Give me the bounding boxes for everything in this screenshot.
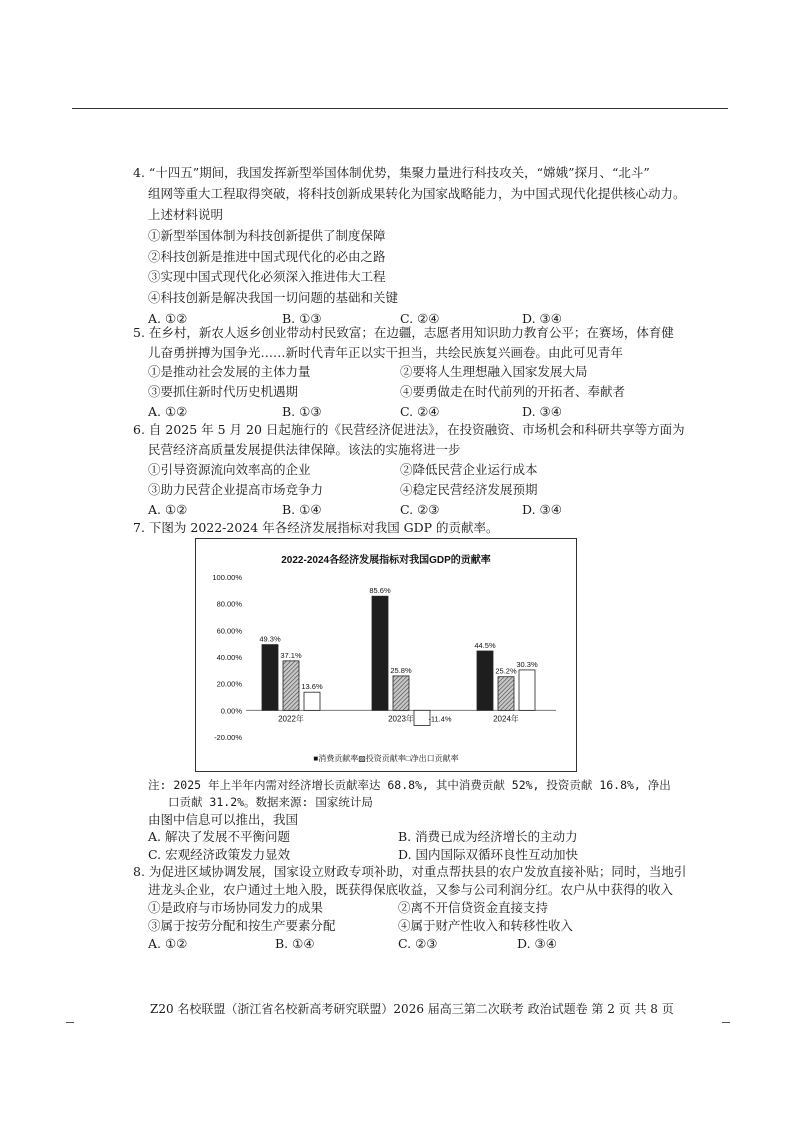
bar-value-label: 44.5% bbox=[474, 641, 496, 650]
q7-option-a: A. 解决了发展不平衡问题 bbox=[148, 829, 290, 844]
q4-item-4: ④科技创新是解决我国一切问题的基础和关键 bbox=[148, 290, 399, 305]
q4-line-1: 4. “十四五”期间，我国发挥新型举国体制优势，集聚力量进行科技攻关，“嫦娥”探月、“北斗” bbox=[133, 165, 650, 180]
bar-value-label: -11.4% bbox=[428, 714, 452, 724]
q8-item-1: ①是政府与市场协同发力的成果 bbox=[148, 900, 324, 915]
q5-item-1: ①是推动社会发展的主体力量 bbox=[148, 364, 311, 379]
q8-option-b: B. ①④ bbox=[275, 936, 315, 951]
crop-mark-right bbox=[722, 1022, 730, 1023]
q6-option-a: A. ①② bbox=[148, 502, 188, 517]
q6-option-b: B. ①④ bbox=[282, 502, 322, 517]
q7-stem-2: 由图中信息可以推出，我国 bbox=[148, 812, 299, 827]
page-footer: Z20 名校联盟（浙江省名校新高考研究联盟）2026 届高三第二次联考 政治试题卷 第 2 页 共 8 页 bbox=[150, 1002, 674, 1016]
x-category-label: 2023年 bbox=[388, 714, 414, 724]
q4-option-d: D. ③④ bbox=[522, 311, 562, 326]
q7-note-line-2: 口贡献 31.2%。数据来源: 国家统计局 bbox=[168, 795, 373, 809]
bar-value-label: 37.1% bbox=[280, 650, 302, 660]
q6-line-1: 6. 自 2025 年 5 月 20 日起施行的《民营经济促进法》，在投资融资、市场机会和科研共享等方面为 bbox=[133, 422, 685, 437]
bar-value-label: 25.8% bbox=[390, 665, 412, 675]
y-tick-label: 0.00% bbox=[220, 706, 242, 716]
gdp-contribution-chart bbox=[195, 538, 577, 772]
q8-item-3: ③属于按劳分配和按生产要素分配 bbox=[148, 918, 336, 933]
q5-item-3: ③要抓住新时代历史机遇期 bbox=[148, 384, 299, 399]
bar-net-export bbox=[304, 692, 320, 710]
q6-item-1: ①引导资源流向效率高的企业 bbox=[148, 462, 311, 477]
q5-item-4: ④要勇做走在时代前列的开拓者、奉献者 bbox=[400, 384, 626, 399]
bar-consumption bbox=[372, 596, 388, 710]
bar-consumption bbox=[262, 645, 278, 711]
q6-option-d: D. ③④ bbox=[522, 502, 562, 517]
x-category-label: 2024年 bbox=[493, 714, 519, 724]
bar-net-export bbox=[519, 670, 535, 710]
q5-option-b: B. ①③ bbox=[282, 404, 322, 419]
chart-title: 2022-2024各经济发展指标对我国GDP的贡献率 bbox=[281, 555, 491, 566]
bar-value-label: 13.6% bbox=[301, 682, 323, 692]
q8-option-a: A. ①② bbox=[148, 936, 188, 951]
bar-investment bbox=[498, 677, 514, 711]
q4-option-a: A. ①② bbox=[148, 311, 188, 326]
q4-item-1: ①新型举国体制为科技创新提供了制度保障 bbox=[148, 228, 386, 243]
q4-option-b: B. ①③ bbox=[282, 311, 322, 326]
q6-item-4: ④稳定民营经济发展预期 bbox=[400, 482, 538, 497]
q5-option-d: D. ③④ bbox=[522, 404, 562, 419]
q6-option-c: C. ②③ bbox=[400, 502, 440, 517]
y-tick-label: 80.00% bbox=[216, 599, 242, 609]
q8-line-2: 进龙头企业，农户通过土地入股，既获得保底收益，又参与公司利润分红。农户从中获得的收入 bbox=[148, 882, 674, 897]
q4-option-c: C. ②④ bbox=[400, 311, 440, 326]
bar-investment bbox=[283, 661, 299, 710]
q8-item-4: ④属于财产性收入和转移性收入 bbox=[398, 918, 574, 933]
q6-line-2: 民营经济高质量发展提供法律保障。该法的实施将进一步 bbox=[148, 442, 461, 457]
q4-item-2: ②科技创新是推进中国式现代化的必由之路 bbox=[148, 249, 386, 264]
y-tick-label: -20.00% bbox=[214, 733, 242, 742]
q7-option-c: C. 宏观经济政策发力显效 bbox=[148, 847, 291, 862]
chart-svg bbox=[196, 539, 576, 771]
bar-value-label: 49.3% bbox=[259, 634, 281, 644]
y-tick-label: 60.00% bbox=[216, 626, 242, 636]
q7-note-line-1: 注: 2025 年上半年内需对经济增长贡献率达 68.8%, 其中消费贡献 52%, 投资贡献 16.8%, 净出 bbox=[148, 778, 671, 792]
header-rule bbox=[72, 108, 728, 109]
q4-line-3: 上述材料说明 bbox=[148, 207, 224, 222]
q6-item-2: ②降低民营企业运行成本 bbox=[400, 462, 538, 477]
crop-mark-left bbox=[66, 1022, 74, 1023]
x-category-label: 2022年 bbox=[278, 714, 304, 724]
bar-value-label: 85.6% bbox=[369, 586, 391, 596]
q5-line-2: 儿奋勇拼搏为国争光……新时代青年正以实干担当，共绘民族复兴画卷。由此可见青年 bbox=[148, 345, 624, 360]
q7-line-1: 7. 下图为 2022-2024 年各经济发展指标对我国 GDP 的贡献率。 bbox=[133, 520, 499, 535]
q7-option-b: B. 消费已成为经济增长的主动力 bbox=[398, 829, 578, 844]
y-tick-label: 100.00% bbox=[212, 573, 242, 582]
chart-legend: ■消费贡献率▨投资贡献率□净出口贡献率 bbox=[313, 754, 459, 763]
q5-line-1: 5. 在乡村，新农人返乡创业带动村民致富；在边疆，志愿者用知识助力教育公平；在赛场，体育健 bbox=[133, 325, 674, 340]
bar-value-label: 25.2% bbox=[495, 666, 517, 676]
q8-item-2: ②离不开信贷资金直接支持 bbox=[398, 900, 549, 915]
q8-option-d: D. ③④ bbox=[517, 936, 557, 951]
q4-item-3: ③实现中国式现代化必须深入推进伟大工程 bbox=[148, 269, 386, 284]
q6-item-3: ③助力民营企业提高市场竞争力 bbox=[148, 482, 324, 497]
q5-item-2: ②要将人生理想融入国家发展大局 bbox=[400, 364, 588, 379]
q5-option-a: A. ①② bbox=[148, 404, 188, 419]
bar-value-label: 30.3% bbox=[516, 659, 538, 669]
bar-consumption bbox=[477, 651, 493, 710]
q5-option-c: C. ②④ bbox=[400, 404, 440, 419]
q8-option-c: C. ②③ bbox=[398, 936, 438, 951]
q4-line-2: 组网等重大工程取得突破，将科技创新成果转化为国家战略能力，为中国式现代化提供核心动力。 bbox=[148, 186, 686, 201]
q8-line-1: 8. 为促进区域协调发展，国家设立财政专项补助，对重点帮扶县的农户发放直接补贴；同时，当地引 bbox=[133, 864, 687, 879]
y-tick-label: 40.00% bbox=[216, 653, 242, 662]
q7-option-d: D. 国内国际双循环良性互动加快 bbox=[398, 847, 579, 862]
bar-investment bbox=[393, 676, 409, 710]
y-tick-label: 20.00% bbox=[216, 679, 242, 689]
